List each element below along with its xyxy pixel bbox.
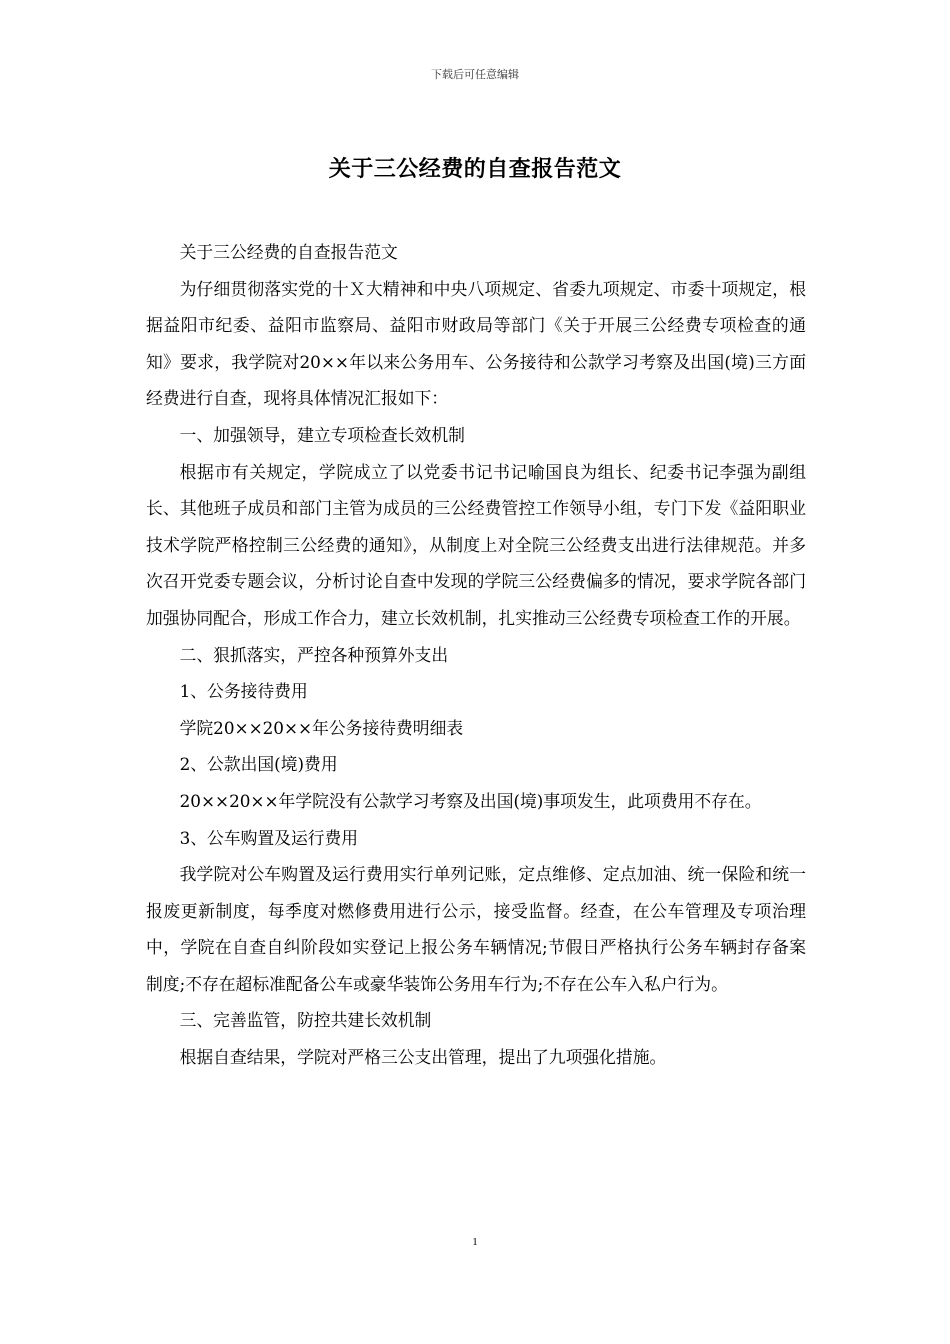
subheading-reception: 1、公务接待费用: [179, 681, 308, 702]
paragraph-overseas: 20××20××年学院没有公款学习考察及出国(境)事项发生，此项费用不存在。: [179, 790, 762, 811]
paragraph-reception-table: 学院20××20××年公务接待费明细表: [179, 717, 464, 738]
paragraph-intro: 为仔细贯彻落实党的十Ｘ大精神和中央八项规定、省委九项规定、市委十项规定，根据益阳市纪委、益阳市监察局、益阳市财政局等部门《关于开展三公经费专项检查的通知》要求，我学院对20××年以来公务用车、公务接待和公款学习考察及出国(境)三方面经费进行自查，现将具体情况汇报如下：: [146, 278, 806, 409]
document-title: 关于三公经费的自查报告范文: [328, 157, 622, 182]
section-heading-1: 一、加强领导，建立专项检查长效机制: [179, 424, 465, 445]
paragraph-section-1: 根据市有关规定，学院成立了以党委书记书记喻国良为组长、纪委书记李强为副组长、其他班子成员和部门主管为成员的三公经费管控工作领导小组，专门下发《益阳职业技术学院严格控制三公经费的通知》，从制度上对全院三公经费支出进行法律规范。并多次召开党委专题会议，分析讨论自查中发现的学院三公经费偏多的情况，要求学院各部门加强协同配合，形成工作合力，建立长效机制，扎实推动三公经费专项检查工作的开展。: [146, 461, 806, 628]
document-body: [146, 234, 806, 1076]
page-number: 1: [472, 1236, 478, 1248]
section-heading-2: 二、狠抓落实，严控各种预算外支出: [179, 644, 449, 665]
subheading-vehicles: 3、公车购置及运行费用: [179, 827, 359, 848]
paragraph-subtitle: 关于三公经费的自查报告范文: [179, 242, 398, 262]
header-note: 下载后可任意编辑: [431, 68, 519, 81]
paragraph-vehicles: 我学院对公车购置及运行费用实行单列记账，定点维修、定点加油、统一保险和统一报废更新制度，每季度对燃修费用进行公示，接受监督。经查，在公车管理及专项治理中，学院在自查自纠阶段如实登记上报公务车辆情况;节假日严格执行公务车辆封存备案制度;不存在超标准配备公车或豪华装饰公务用车行为;不存在公车入私户行为。: [146, 864, 806, 994]
paragraph-measures: 根据自查结果，学院对严格三公支出管理，提出了九项强化措施。: [179, 1047, 667, 1068]
subheading-overseas: 2、公款出国(境)费用: [179, 754, 338, 775]
section-heading-3: 三、完善监管，防控共建长效机制: [179, 1010, 432, 1031]
